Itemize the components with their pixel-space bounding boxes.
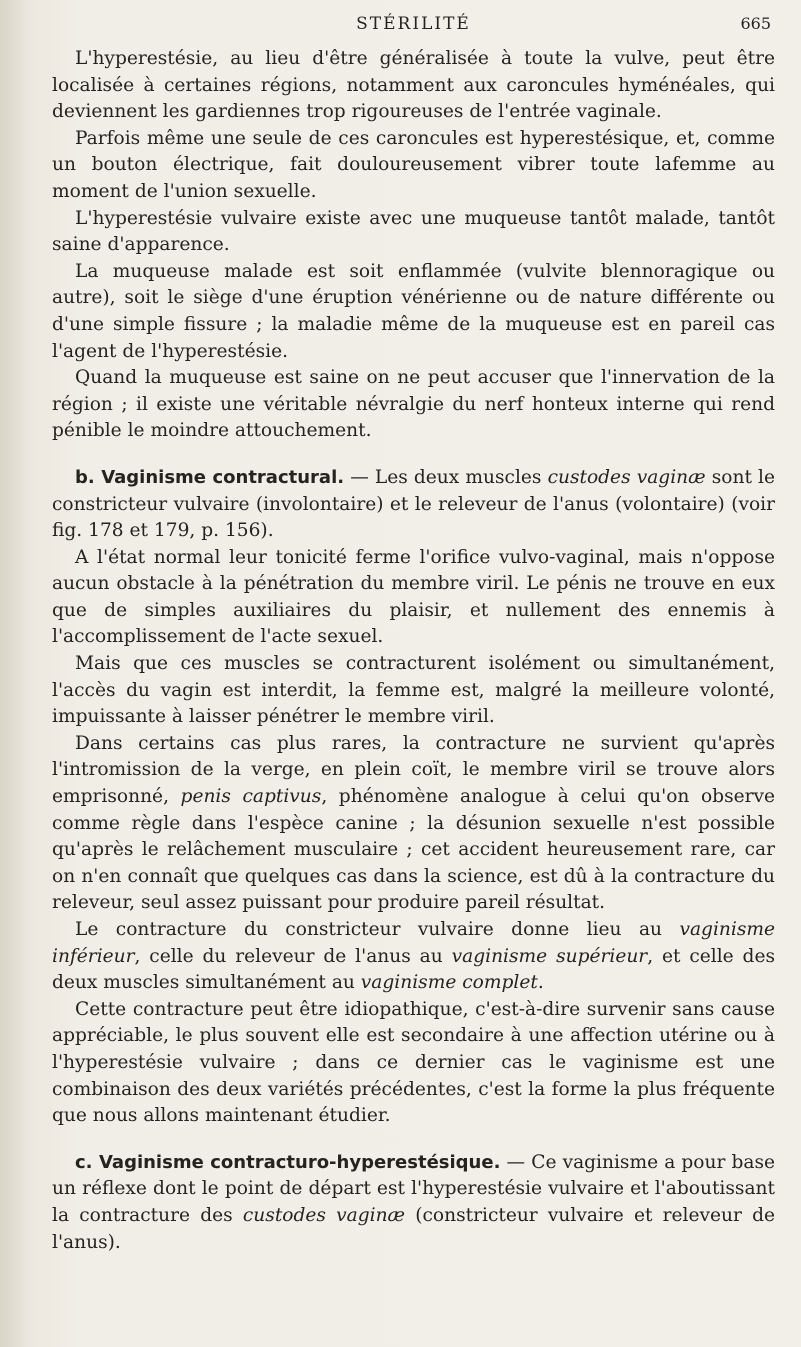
paragraph: Parfois même une seule de ces caroncules est hyperestésique, et, comme un bouton électrique, fait douloureusement vibrer toute lafemme au moment de l'union sexuelle. [52,127,775,202]
running-head [52,14,775,40]
section-c-paragraph: c. Vaginisme contracturo-hyperestésique. — Ce vaginisme a pour base un réflexe dont le point de départ est l'hyperestésie vulvaire et l'aboutissant la contracture des custodes vaginæ (constricteur vulvaire et releveur de l'anus). [52,1151,776,1253]
paragraph: L'hyperestésie, au lieu d'être généralisée à toute la vulve, peut être localisée à certaines régions, notamment aux caroncules hyménéales, qui deviennent les gardiennes trop rigoureuses de l'entrée vaginale. [52,48,775,123]
paragraph: Quand la muqueuse est saine on ne peut accuser que l'innervation de la région ; il existe une véritable névralgie du nerf honteux interne qui rend pénible le moindre attouchement. [52,367,775,442]
page-number: 665 [740,14,771,33]
paragraph: Mais que ces muscles se contracturent isolément ou simultanément, l'accès du vagin est interdit, la femme est, malgré la meilleure volonté, impuissante à laisser pénétrer le membre viril. [52,653,775,728]
section-b-paragraph: b. Vaginisme contractural. — Les deux muscles custodes vaginæ sont le constricteur vulvaire (involontaire) et le releveur de l'anus (volontaire) (voir fig. 178 et 179, p. 156). [52,466,775,542]
section-heading: b. Vaginisme contractural. [75,466,345,488]
running-title: STÉRILITÉ [356,14,471,34]
paragraph: L'hyperestésie vulvaire existe avec une muqueuse tantôt malade, tantôt saine d'apparence. [52,207,775,256]
paragraph: Cette contracture peut être idiopathique, c'est-à-dire survenir sans cause appréciable, le plus souvent elle est secondaire à une affection utérine ou à l'hyperestésie vulvaire ; dans ce dernier cas le vaginisme est une combinaison des deux variétés précédentes, c'est la forme la plus fréquente que nous allons maintenant étudier. [52,998,775,1127]
paragraph: La muqueuse malade est soit enflammée (vulvite blennoragique ou autre), soit le siège d'une éruption vénérienne ou de nature différente ou d'une simple fissure ; la maladie même de la muqueuse est en pareil cas l'agent de l'hyperestésie. [52,260,775,362]
paragraph: Le contracture du constricteur vulvaire donne lieu au vaginisme inférieur, celle du releveur de l'anus au vaginisme supérieur, et celle des deux muscles simultanément au vaginisme complet. [52,919,776,994]
paragraph: Dans certains cas plus rares, la contracture ne survient qu'après l'intromission de la verge, en plein coït, le membre viril se trouve alors emprisonné, penis captivus, phénomène analogue à celui qu'on observe comme règle dans l'espèce canine ; la désunion sexuelle n'est possible qu'après le relâchement musculaire ; cet accident heureusement rare, car on n'en connaît que quelques cas dans la science, est dû à la contracture du releveur, seul assez puissant pour produire pareil résultat. [52,732,776,914]
paragraph: A l'état normal leur tonicité ferme l'orifice vulvo-vaginal, mais n'oppose aucun obstacle à la pénétration du membre viril. Le pénis ne trouve en eux que de simples auxiliaires du plaisir, et nullement des ennemis à l'accomplissement de l'acte sexuel. [52,546,775,648]
section-heading: c. Vaginisme contracturo-hyperestésique. [75,1151,501,1173]
